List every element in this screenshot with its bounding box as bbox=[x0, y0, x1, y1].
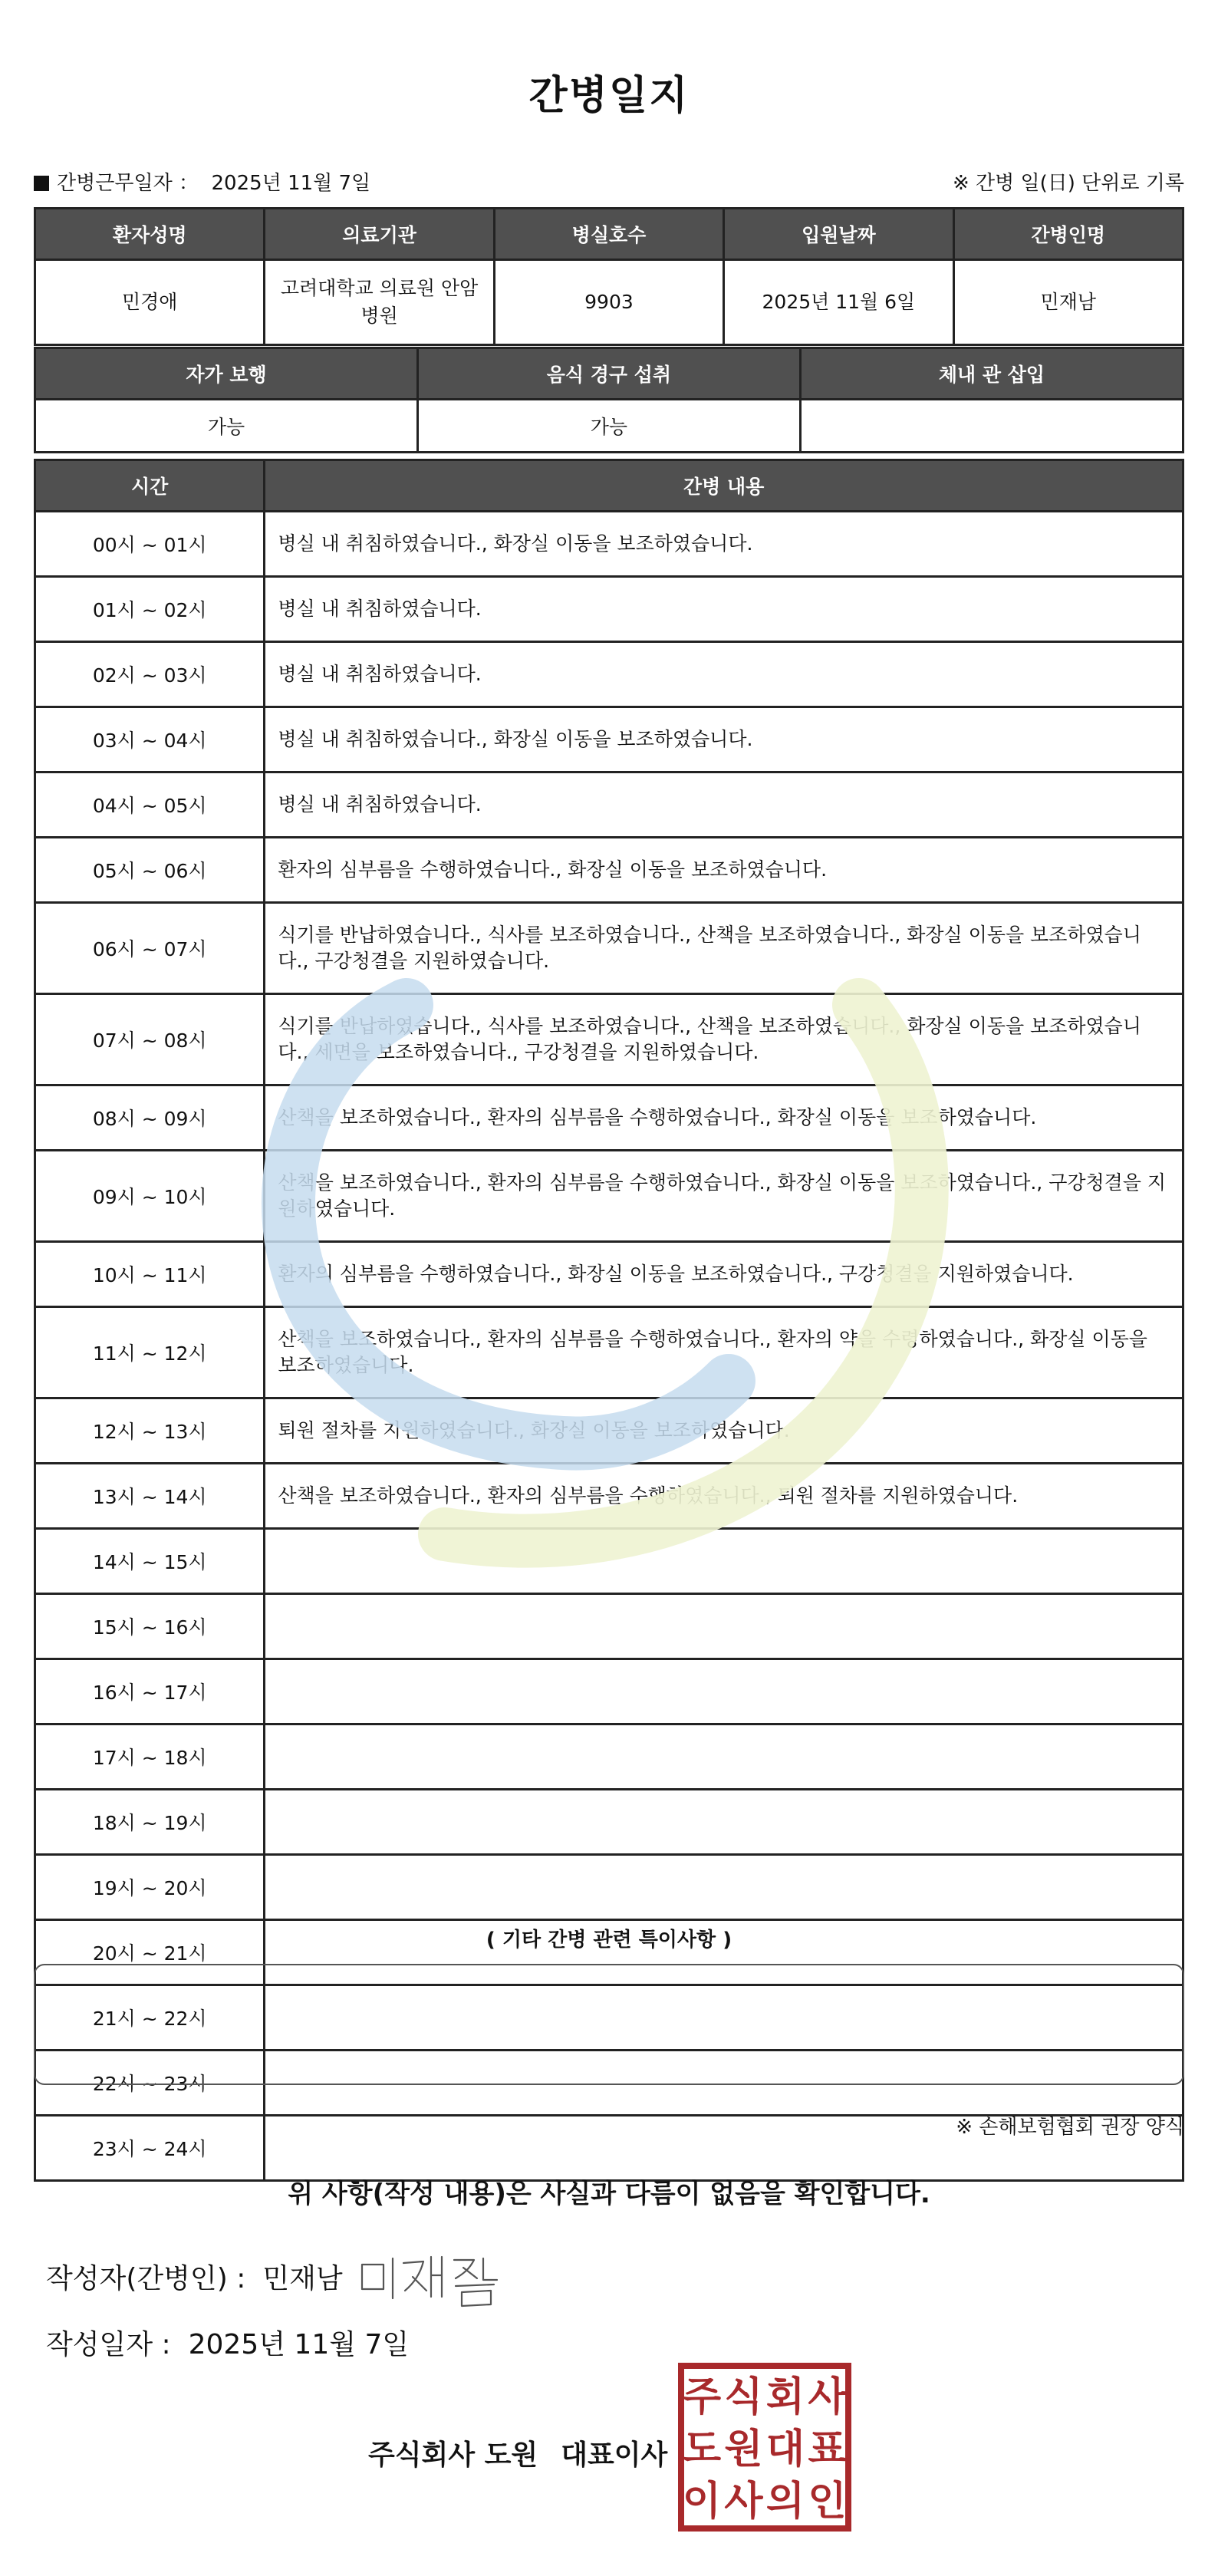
writer-name: 민재남 bbox=[262, 2263, 343, 2294]
log-content bbox=[265, 1594, 1183, 1659]
log-time: 17시 ~ 18시 bbox=[35, 1724, 265, 1790]
log-row bbox=[35, 1724, 1183, 1790]
log-content bbox=[265, 1529, 1183, 1594]
log-time: 18시 ~ 19시 bbox=[35, 1790, 265, 1855]
header-admission-date: 입원날짜 bbox=[724, 209, 953, 260]
company-seal-stamp bbox=[678, 2363, 851, 2532]
header-hospital: 의료기관 bbox=[265, 209, 494, 260]
log-content: 퇴원 절차를 지원하였습니다., 화장실 이동을 보조하였습니다. bbox=[265, 1398, 1183, 1464]
log-content bbox=[265, 1855, 1183, 1920]
patient-info-table bbox=[34, 207, 1184, 346]
room-number: 9903 bbox=[494, 260, 723, 345]
log-row bbox=[35, 1242, 1183, 1307]
log-time: 09시 ~ 10시 bbox=[35, 1151, 265, 1242]
log-time: 10시 ~ 11시 bbox=[35, 1242, 265, 1307]
work-date-line bbox=[34, 167, 370, 196]
log-row bbox=[35, 512, 1183, 577]
log-time: 00시 ~ 01시 bbox=[35, 512, 265, 577]
log-row bbox=[35, 994, 1183, 1085]
hospital-name: 고려대학교 의료원 안암병원 bbox=[265, 260, 494, 345]
company-line bbox=[368, 2433, 667, 2472]
header-caregiver-name: 간병인명 bbox=[953, 209, 1183, 260]
log-content: 환자의 심부름을 수행하였습니다., 화장실 이동을 보조하였습니다., 구강청결을 지원하였습니다. bbox=[265, 1242, 1183, 1307]
log-content bbox=[265, 1790, 1183, 1855]
log-row bbox=[35, 642, 1183, 707]
log-content: 식기를 반납하였습니다., 식사를 보조하였습니다., 산책을 보조하였습니다., 화장실 이동을 보조하였습니다., 구강청결을 지원하였습니다. bbox=[265, 903, 1183, 994]
header-patient-name: 환자성명 bbox=[35, 209, 265, 260]
log-row bbox=[35, 1307, 1183, 1398]
self-walking-value: 가능 bbox=[35, 400, 418, 453]
log-time: 14시 ~ 15시 bbox=[35, 1529, 265, 1594]
log-content: 환자의 심부름을 수행하였습니다., 화장실 이동을 보조하였습니다. bbox=[265, 838, 1183, 903]
log-time: 23시 ~ 24시 bbox=[35, 2116, 265, 2181]
log-content: 병실 내 취침하였습니다. bbox=[265, 577, 1183, 642]
remarks-label: ( 기타 간병 관련 특이사항 ) bbox=[486, 1929, 732, 1952]
log-time: 12시 ~ 13시 bbox=[35, 1398, 265, 1464]
log-time: 13시 ~ 14시 bbox=[35, 1464, 265, 1529]
log-time: 20시 ~ 21시 bbox=[35, 1920, 265, 1985]
document-title: 간병일지 bbox=[528, 73, 690, 119]
log-content: 병실 내 취침하였습니다. bbox=[265, 772, 1183, 838]
log-content: 산책을 보조하였습니다., 환자의 심부름을 수행하였습니다., 화장실 이동을 보조하였습니다. bbox=[265, 1085, 1183, 1151]
patient-table-value-row bbox=[35, 260, 1183, 345]
log-time: 04시 ~ 05시 bbox=[35, 772, 265, 838]
confirmation-statement: 위 사항(작성 내용)은 사실과 다름이 없음을 확인합니다. bbox=[288, 2179, 930, 2209]
log-row bbox=[35, 903, 1183, 994]
log-row bbox=[35, 838, 1183, 903]
log-row bbox=[35, 1659, 1183, 1724]
log-content: 병실 내 취침하였습니다., 화장실 이동을 보조하였습니다. bbox=[265, 512, 1183, 577]
header-tube-insertion: 체내 관 삽입 bbox=[800, 348, 1183, 400]
log-time: 07시 ~ 08시 bbox=[35, 994, 265, 1085]
log-time: 01시 ~ 02시 bbox=[35, 577, 265, 642]
seal-character: 식 bbox=[724, 2374, 763, 2420]
oral-intake-value: 가능 bbox=[417, 400, 800, 453]
log-row bbox=[35, 1855, 1183, 1920]
log-content: 산책을 보조하였습니다., 환자의 심부름을 수행하였습니다., 화장실 이동을 보조하였습니다., 구강청결을 지원하였습니다. bbox=[265, 1151, 1183, 1242]
seal-character: 도 bbox=[682, 2426, 722, 2472]
recommend-note: ※ 손해보험협회 권장 양식 bbox=[956, 2116, 1184, 2139]
written-date-value: 2025년 11월 7일 bbox=[188, 2329, 410, 2360]
log-row bbox=[35, 577, 1183, 642]
log-time: 03시 ~ 04시 bbox=[35, 707, 265, 772]
writer-label: 작성자(간병인) : bbox=[46, 2263, 246, 2294]
status-table-header-row bbox=[35, 348, 1183, 400]
log-time: 02시 ~ 03시 bbox=[35, 642, 265, 707]
log-content bbox=[265, 1724, 1183, 1790]
log-row bbox=[35, 707, 1183, 772]
log-row bbox=[35, 1085, 1183, 1151]
admission-date: 2025년 11월 6일 bbox=[724, 260, 953, 345]
patient-table-header-row bbox=[35, 209, 1183, 260]
seal-character: 주 bbox=[682, 2374, 722, 2420]
work-date-value: 2025년 11월 7일 bbox=[211, 172, 371, 195]
seal-character: 사 bbox=[808, 2374, 847, 2420]
log-time: 15시 ~ 16시 bbox=[35, 1594, 265, 1659]
log-row bbox=[35, 1398, 1183, 1464]
header-oral-intake: 음식 경구 섭취 bbox=[417, 348, 800, 400]
seal-character: 표 bbox=[808, 2426, 847, 2472]
log-time: 21시 ~ 22시 bbox=[35, 1985, 265, 2051]
log-content: 병실 내 취침하였습니다., 화장실 이동을 보조하였습니다. bbox=[265, 707, 1183, 772]
log-row bbox=[35, 1790, 1183, 1855]
log-row bbox=[35, 1151, 1183, 1242]
log-time: 16시 ~ 17시 bbox=[35, 1659, 265, 1724]
log-row bbox=[35, 1529, 1183, 1594]
square-bullet-icon bbox=[34, 176, 49, 191]
writer-line bbox=[46, 2257, 343, 2296]
log-content: 산책을 보조하였습니다., 환자의 심부름을 수행하였습니다., 환자의 약을 수령하였습니다., 화장실 이동을 보조하였습니다. bbox=[265, 1307, 1183, 1398]
written-date-line bbox=[46, 2323, 409, 2362]
log-time: 06시 ~ 07시 bbox=[35, 903, 265, 994]
log-table-header-row bbox=[35, 460, 1183, 512]
log-content: 병실 내 취침하였습니다. bbox=[265, 642, 1183, 707]
tube-insertion-value bbox=[800, 400, 1183, 453]
status-table-value-row bbox=[35, 400, 1183, 453]
log-content: 식기를 반납하였습니다., 식사를 보조하였습니다., 산책을 보조하였습니다., 화장실 이동을 보조하였습니다., 세면을 보조하였습니다., 구강청결을 지원하였습니다. bbox=[265, 994, 1183, 1085]
company-title: 대표이사 bbox=[561, 2439, 668, 2471]
log-row bbox=[35, 1594, 1183, 1659]
log-row bbox=[35, 1464, 1183, 1529]
header-room-number: 병실호수 bbox=[494, 209, 723, 260]
work-date-label: 간병근무일자 ： bbox=[57, 172, 199, 195]
header-self-walking: 자가 보행 bbox=[35, 348, 418, 400]
seal-character: 대 bbox=[765, 2426, 805, 2472]
log-time: 05시 ~ 06시 bbox=[35, 838, 265, 903]
seal-character: 의 bbox=[765, 2479, 805, 2525]
written-date-label: 작성일자 : bbox=[46, 2329, 171, 2360]
log-content bbox=[265, 1659, 1183, 1724]
header-care-content: 간병 내용 bbox=[265, 460, 1183, 512]
patient-name: 민경애 bbox=[35, 260, 265, 345]
log-content: 산책을 보조하였습니다., 환자의 심부름을 수행하였습니다., 퇴원 절차를 지원하였습니다. bbox=[265, 1464, 1183, 1529]
unit-note: ※ 간병 일(日) 단위로 기록 bbox=[952, 172, 1184, 195]
seal-character: 사 bbox=[724, 2479, 763, 2525]
log-row bbox=[35, 772, 1183, 838]
handwritten-signature bbox=[354, 2243, 508, 2312]
log-time: 22시 ~ 23시 bbox=[35, 2051, 265, 2116]
header-time: 시간 bbox=[35, 460, 265, 512]
log-time: 19시 ~ 20시 bbox=[35, 1855, 265, 1920]
seal-character: 이 bbox=[682, 2479, 722, 2525]
remarks-box bbox=[34, 1964, 1184, 2085]
seal-character: 회 bbox=[765, 2374, 805, 2420]
caregiver-name: 민재남 bbox=[953, 260, 1183, 345]
log-time: 08시 ~ 09시 bbox=[35, 1085, 265, 1151]
log-time: 11시 ~ 12시 bbox=[35, 1307, 265, 1398]
seal-character: 인 bbox=[808, 2479, 847, 2525]
company-name: 주식회사 도원 bbox=[368, 2439, 538, 2471]
seal-character: 원 bbox=[724, 2426, 763, 2472]
patient-status-table bbox=[34, 347, 1184, 453]
